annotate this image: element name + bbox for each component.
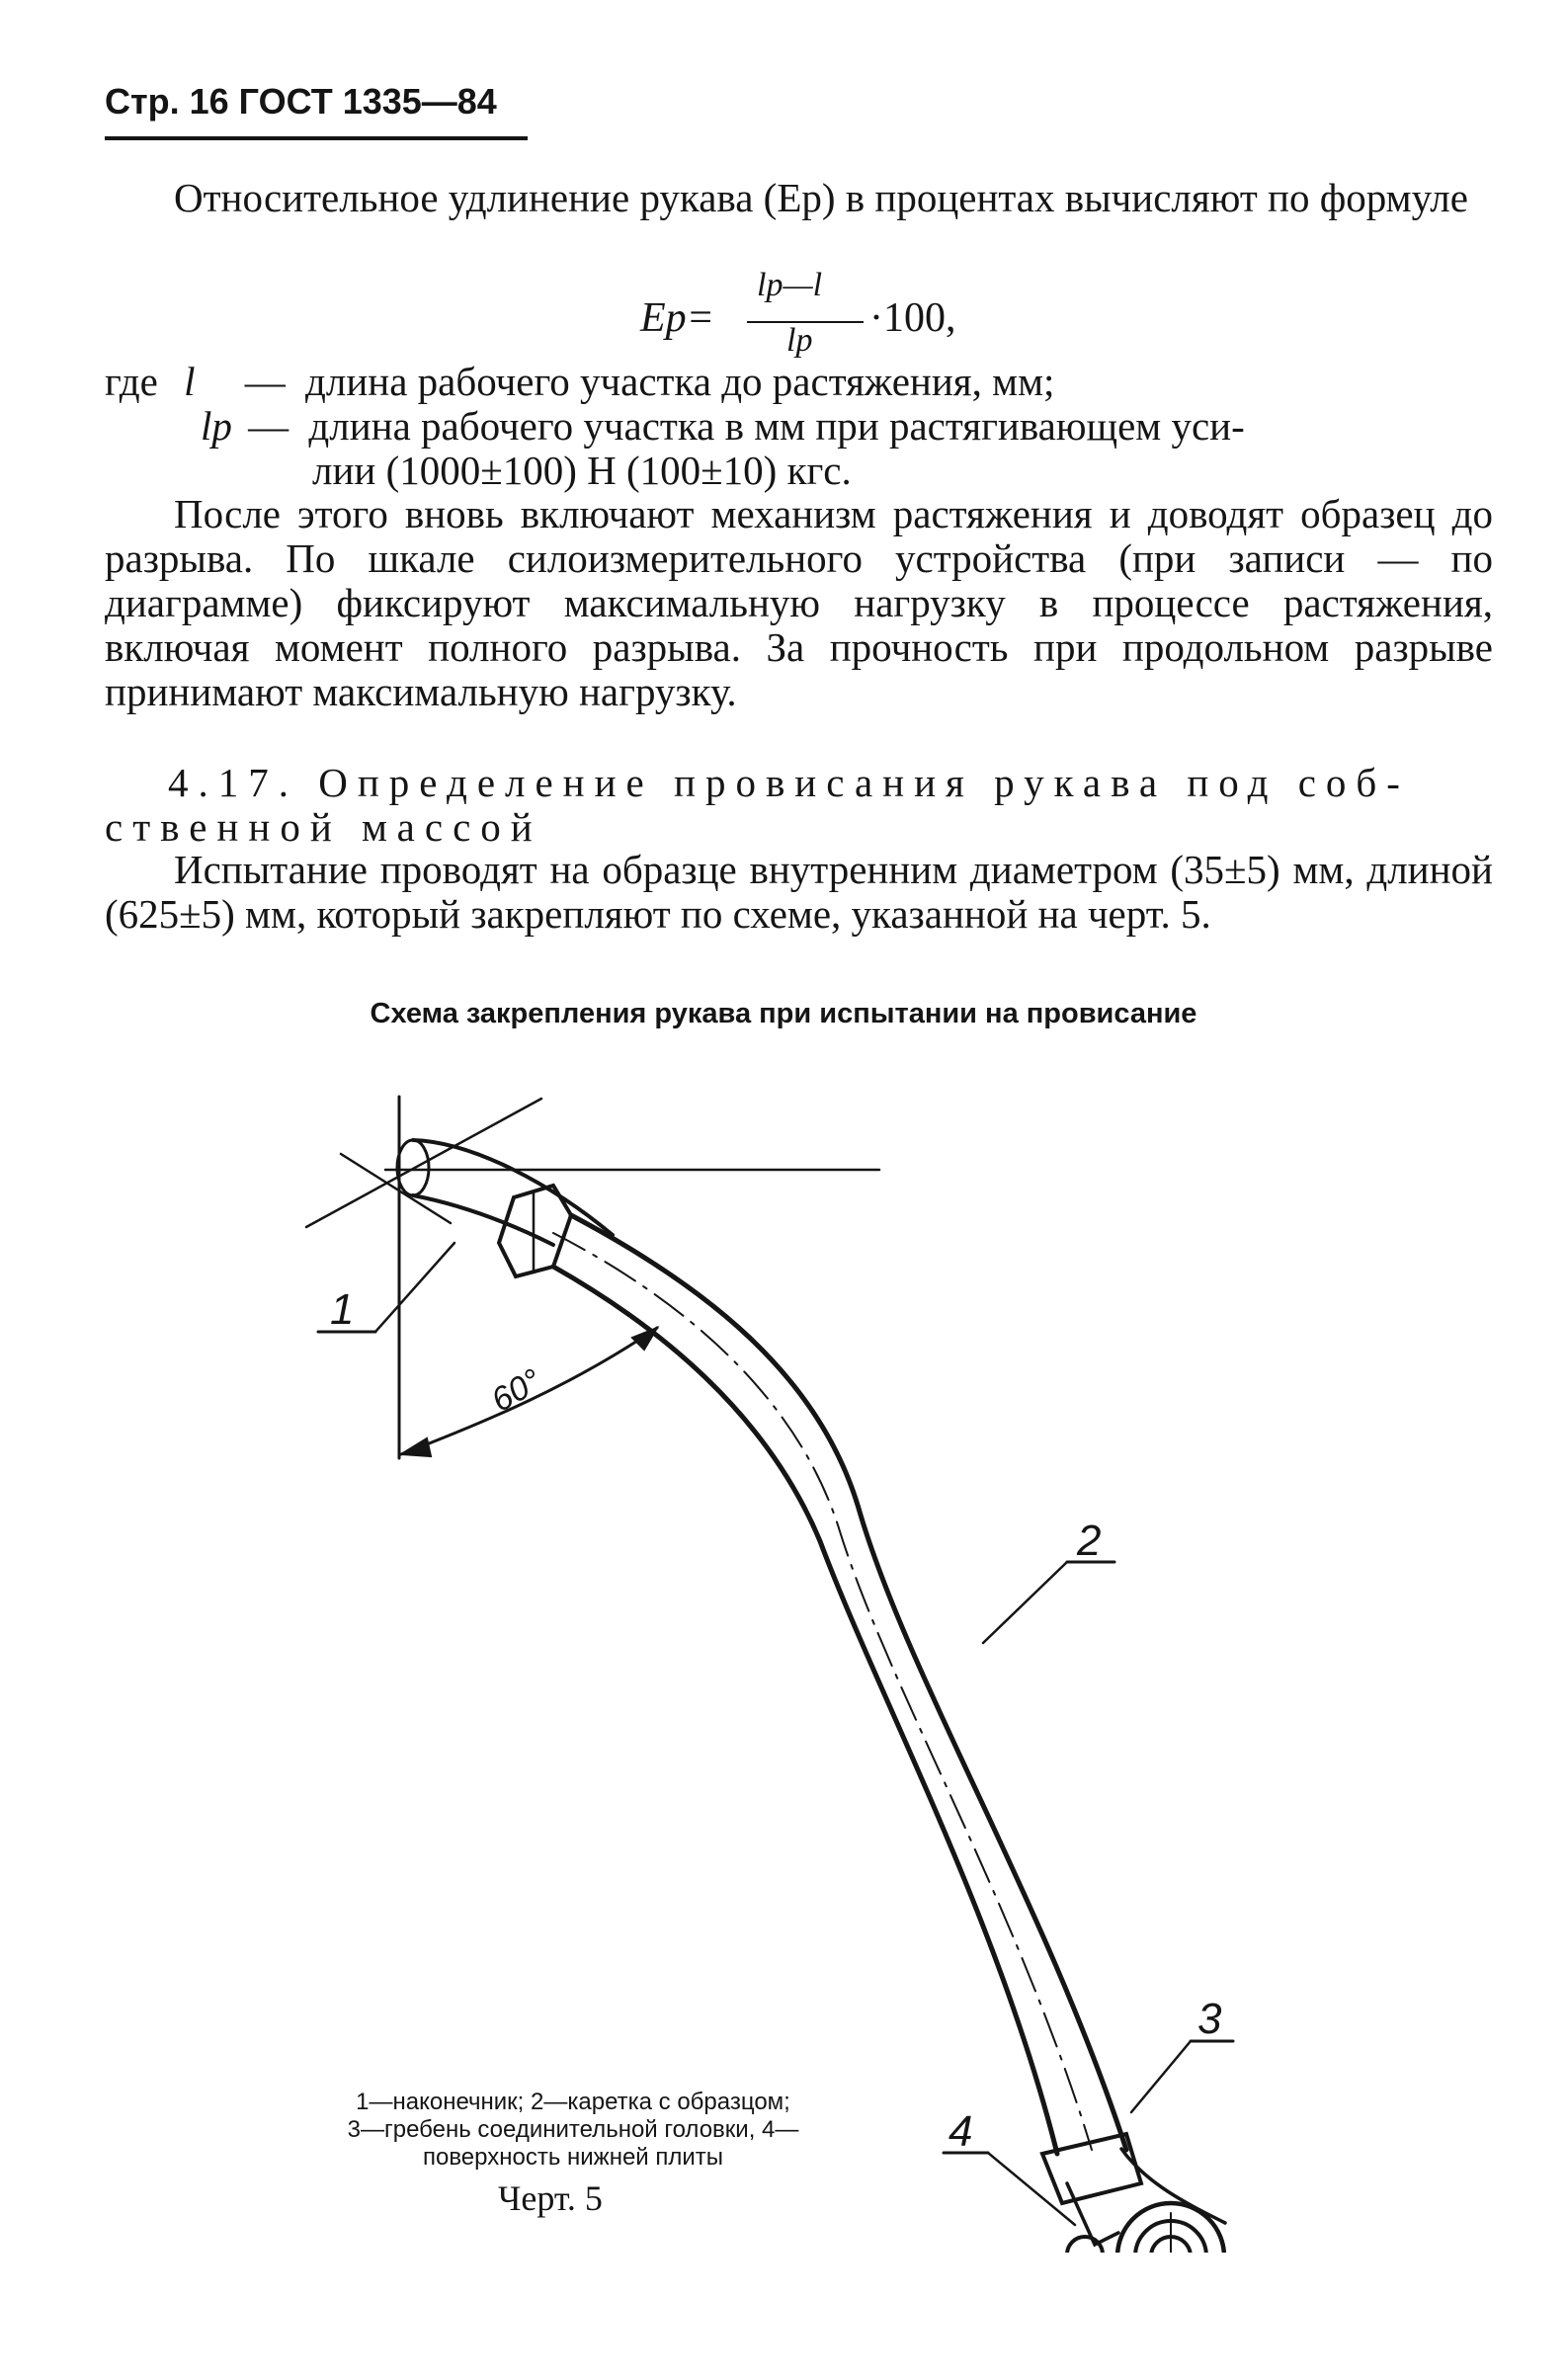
legend-line: 1—наконечник; 2—каретка с образцом; xyxy=(356,2089,790,2115)
figure-label-2: 2 xyxy=(1077,1517,1102,1565)
section-title: Определение провисания рукава под соб- xyxy=(318,760,1410,805)
angle-arrowhead-right xyxy=(632,1328,657,1350)
tip-lower-edge xyxy=(413,1195,553,1245)
hose-mounting-diagram xyxy=(0,1047,1567,2253)
formula-denominator: lр xyxy=(786,322,813,359)
where-dash: — xyxy=(244,359,286,404)
where-text: длина рабочего участка в мм при растягивающем уси- xyxy=(308,403,1245,449)
figure-label-4: 4 xyxy=(948,2107,973,2156)
intro-paragraph: Относительное удлинение рукава (Eр) в процентах вычисляют по формуле xyxy=(174,175,1468,220)
figure-label-3: 3 xyxy=(1197,1995,1222,2043)
where-text: длина рабочего участка до растяжения, мм; xyxy=(305,359,1055,404)
section-heading-cont: ственной массой xyxy=(105,804,542,850)
where-symbol: l xyxy=(184,359,196,404)
hose-axis-line xyxy=(553,1233,1092,2150)
diagonal-reference-line xyxy=(306,1099,541,1227)
figure-legend xyxy=(227,2089,919,2172)
section-heading xyxy=(168,759,1410,806)
cross-line xyxy=(341,1154,451,1223)
small-roller xyxy=(1067,2237,1103,2253)
paragraph-test: Испытание проводят на образце внутренним диаметром (35±5) мм, длиной (625±5) мм, который закрепляют по схеме, указанной на черт. 5. xyxy=(105,847,1493,937)
figure-caption: Черт. 5 xyxy=(498,2178,603,2218)
figure-title: Схема закрепления рукава при испытании на провисание xyxy=(370,998,1197,1029)
angle-label: 60° xyxy=(485,1361,548,1420)
label-1-leader xyxy=(375,1243,454,1332)
where-symbol: lр xyxy=(201,403,232,449)
formula-numerator: lр—l xyxy=(757,267,823,303)
label-3-leader xyxy=(1131,2041,1191,2112)
header-rule xyxy=(105,136,528,140)
formula-lhs: Eр= xyxy=(640,295,714,341)
formula-multiplier: ·100, xyxy=(869,295,956,341)
page-header: Стр. 16 ГОСТ 1335—84 xyxy=(105,81,497,122)
where-item-lp xyxy=(201,404,1245,449)
angle-arrowhead-left xyxy=(401,1438,431,1456)
where-dash: — xyxy=(248,403,289,449)
paragraph-rupture: После этого вновь включают механизм растяжения и доводят образец до разрыва. По шкале силоизмерительного устройства (при записи — по диаграмме) фиксируют максимальную нагрузку в процессе растяжения, включая момент полного разрыва. За прочность при продольном разрыве принимают максимальную нагрузку. xyxy=(105,491,1493,714)
legend-line: поверхность нижней плиты xyxy=(422,2144,724,2171)
label-2-leader xyxy=(983,1562,1067,1643)
figure-label-1: 1 xyxy=(330,1285,355,1334)
label-4-leader xyxy=(988,2153,1075,2225)
where-lead: где xyxy=(105,359,158,404)
section-number: 4.17. xyxy=(168,760,298,805)
where-item-l xyxy=(105,360,1054,404)
where-item-lp-cont: лии (1000±100) Н (100±10) кгс. xyxy=(312,448,852,493)
hex-nut xyxy=(499,1186,571,1276)
hose-outer-edge xyxy=(571,1215,1126,2150)
legend-line: 3—гребень соединительной головки, 4— xyxy=(347,2116,799,2143)
